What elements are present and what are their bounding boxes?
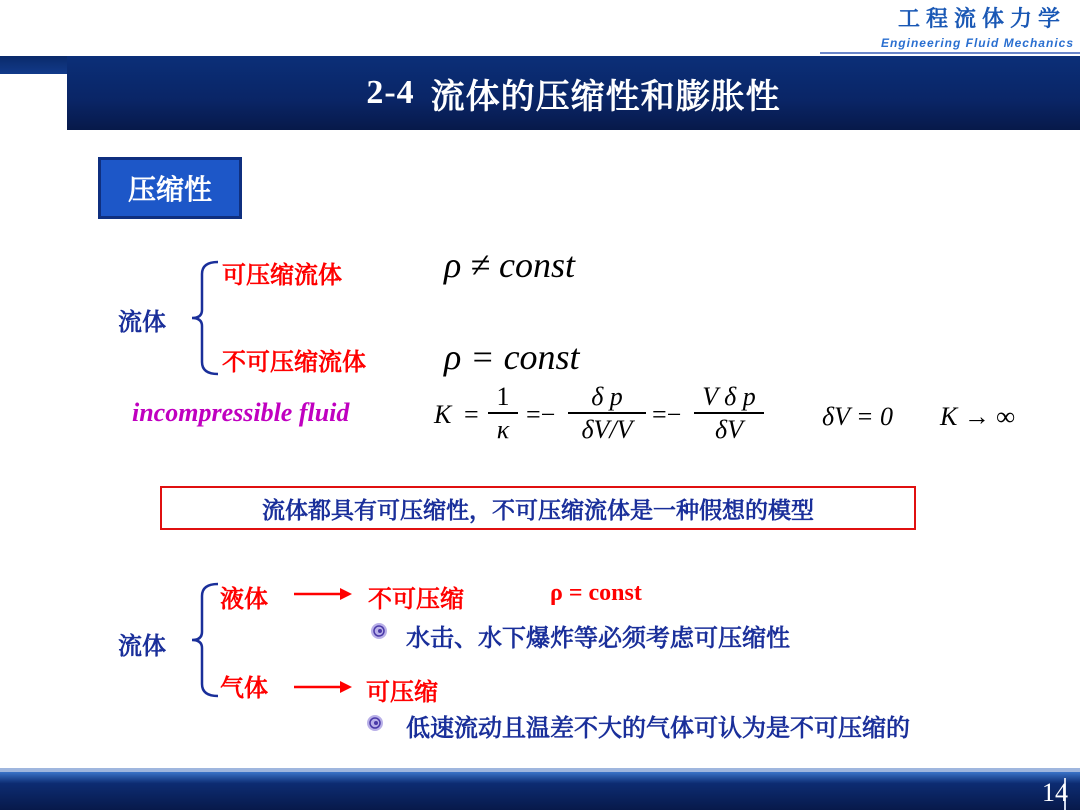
fraction-Vdp-over-dV <box>694 382 764 446</box>
formula-equals-minus-1: =− <box>526 400 556 429</box>
arrow-right-icon <box>292 586 354 602</box>
liquid-note: 水击、水下爆炸等必须考虑可压缩性 <box>406 624 790 652</box>
liquid-label: 液体 <box>220 585 268 613</box>
fraction-dp-over-dVV <box>568 382 646 446</box>
numerator-dp: δ p <box>591 382 623 411</box>
denominator-dVV: δV/V <box>581 414 633 444</box>
formula-equals-1: = <box>464 400 479 429</box>
swirl-bullet-icon <box>370 622 388 640</box>
gas-result: 可压缩 <box>366 678 438 706</box>
gas-label: 气体 <box>220 674 268 702</box>
formula-equals-minus-2: =− <box>652 400 682 429</box>
incompressible-fluid-label: 不可压缩流体 <box>222 348 366 376</box>
footer-bar <box>0 772 1080 810</box>
logo-underline <box>820 52 1080 54</box>
section-number: 2-4 <box>366 74 415 111</box>
incompressible-fluid-label-en: incompressible fluid <box>132 398 350 427</box>
denominator-kappa: κ <box>496 414 510 444</box>
section-label: 压缩性 <box>98 157 242 219</box>
fluid-root-label: 流体 <box>118 308 166 336</box>
liquid-result: 不可压缩 <box>368 585 464 613</box>
swirl-bullet-icon <box>366 714 384 732</box>
title-text: 流体的压缩性和膨胀性 <box>430 76 781 117</box>
gas-note: 低速流动且温差不大的气体可认为是不可压缩的 <box>406 714 910 742</box>
liquid-eq: ρ = const <box>550 580 642 606</box>
note-box: 流体都具有可压缩性，不可压缩流体是一种假想的模型 <box>160 486 916 530</box>
numerator-one: 1 <box>496 382 510 411</box>
formula-K: K <box>434 400 452 429</box>
fraction-1-over-kappa <box>488 382 518 446</box>
title-notch <box>0 74 67 130</box>
page-number: 14 <box>1042 778 1068 807</box>
condition-dV-zero: δV = 0 <box>822 402 894 431</box>
brace-1 <box>180 258 220 378</box>
brace-2 <box>180 580 220 700</box>
numerator-Vdp: V δ p <box>702 382 756 411</box>
condition-K-infinity: K → ∞ <box>940 402 1015 431</box>
compressible-fluid-label: 可压缩流体 <box>222 261 342 289</box>
eq-rho-neq-const: ρ ≠ const <box>444 245 576 285</box>
fluid-root-label-2: 流体 <box>118 632 166 660</box>
denominator-dV: δV <box>715 414 743 444</box>
page-title <box>67 56 1080 130</box>
eq-rho-eq-const: ρ = const <box>444 337 580 377</box>
logo-chinese: 工程流体力学 <box>897 7 1066 32</box>
arrow-right-icon <box>292 679 354 695</box>
logo-english: Engineering Fluid Mechanics <box>880 36 1074 50</box>
